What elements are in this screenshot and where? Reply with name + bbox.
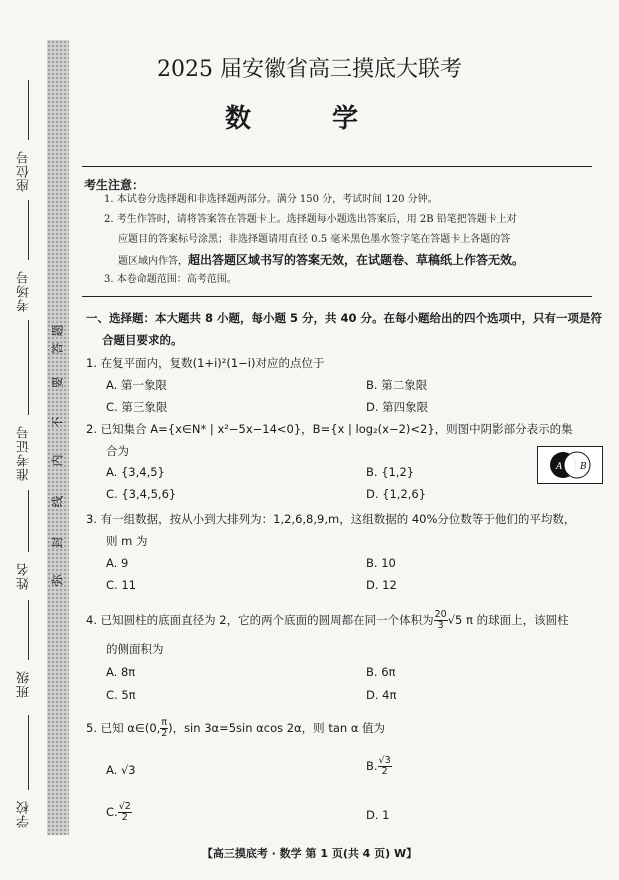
exam-room-line [28,200,29,260]
ticket-line [28,320,29,415]
seat-label: 座位号 [17,150,32,192]
q2-option-d: D. {1,2,6} [366,487,427,501]
notice-item-2b: 应题目的答案标号涂黑；非选择题请用直径 0.5 毫米黑色墨水签字笔在答题卡上各题的答 [118,234,511,245]
q5-frac-num: π [161,717,168,728]
venn-label-a: A [556,462,563,472]
section1-line2: 合题目要求的。 [102,333,183,347]
q5-fraction [160,718,168,739]
q5-option-d: D. 1 [366,808,390,822]
q2-stem-line2: 合为 [106,444,129,458]
q1-option-c: C. 第三象限 [106,400,168,414]
q4-option-a: A. 8π [106,665,136,679]
seal-char: 封 [50,536,65,549]
q5-frac-den: 2 [161,728,168,739]
exam-room-label: 考场号 [17,270,32,312]
q2-option-b: B. {1,2} [366,465,415,479]
header-rule [82,166,592,167]
q5-option-a: A. √3 [106,763,136,777]
seal-char: 内 [50,454,65,467]
q2-option-c: C. {3,4,5,6} [106,487,177,501]
q1-stem: 1. 在复平面内，复数(1+i)²(1−i)对应的点位于 [86,356,325,370]
q4-frac-num: 20 [434,609,447,620]
q5-option-c-den: 2 [121,812,128,823]
venn-label-b: B [580,462,587,472]
q4-option-d: D. 4π [366,688,397,702]
q1-option-b: B. 第二象限 [366,378,428,392]
q3-option-b: B. 10 [366,556,396,570]
q5-stem-part2: )，sin 3α=5sin αcos 2α，则 tan α 值为 [168,721,386,735]
q4-option-b: B. 6π [366,665,396,679]
q5-option-b-num: √3 [378,755,391,766]
q3-option-c: C. 11 [106,578,136,592]
seal-char: 不 [50,416,65,429]
page-footer: 【高三摸底考 · 数学 第 1 页(共 4 页) W】 [201,847,418,860]
q2-stem-line1: 2. 已知集合 A={x∈N* | x²−5x−14<0}，B={x | log₂(x−2)<2}，则图中阴影部分表示的集 [86,422,573,436]
school-line [28,715,29,790]
section1-line1: 一、选择题：本大题共 8 小题，每小题 5 分，共 40 分。在每小题给出的四个选项中，只有一项是符 [86,311,603,325]
q5-option-b [366,756,392,777]
ticket-label: 准考证号 [17,425,32,481]
q5-option-c [106,802,132,823]
class-line [28,600,29,660]
venn-diagram [537,446,603,484]
q4-fraction [434,610,448,631]
q4-stem-part2: √5 π 的球面上，该圆柱 [447,613,569,627]
exam-title: 2025 届安徽省高三摸底大联考 [157,57,462,82]
name-line [28,490,29,552]
q5-option-c-num: √2 [118,801,131,812]
q3-option-a: A. 9 [106,556,129,570]
q5-option-c-frac [118,802,132,823]
notice-item-3: 3. 本卷命题范围：高考范围。 [104,274,237,285]
q1-option-a: A. 第一象限 [106,378,167,392]
q3-stem-line2: 则 m 为 [106,534,148,548]
seal-char: 答 [50,342,65,355]
q5-stem-part1: 5. 已知 α∈(0, [86,721,161,735]
q4-stem-part1: 4. 已知圆柱的底面直径为 2，它的两个底面的圆周都在同一个体积为 [86,613,434,627]
school-label: 学校 [17,800,32,828]
notice-rule [82,296,592,297]
class-label: 班级 [17,670,32,698]
seal-char: 要 [50,376,65,389]
q5-stem [86,718,606,739]
q4-stem-line2: 的侧面积为 [106,642,164,656]
q3-option-d: D. 12 [366,578,397,592]
q5-option-b-den: 2 [381,766,388,777]
q5-option-c-letter: C. [106,805,118,819]
q1-option-d: D. 第四象限 [366,400,429,414]
notice-item-2c [118,250,594,272]
name-label: 姓名 [17,562,32,590]
q5-option-b-letter: B. [366,759,378,773]
subject-title: 数 学 [224,104,395,134]
venn-svg [538,447,602,483]
q3-stem-line1: 3. 有一组数据，按从小到大排列为：1,2,6,8,9,m，这组数据的 40%分位数等于他们的平均数， [86,512,576,526]
binding-strip [47,40,69,835]
q2-option-a: A. {3,4,5} [106,465,165,479]
notice-heading: 考生注意： [84,178,145,192]
notice-item-2c-plain: 题区域内作答， [118,256,188,267]
q4-frac-den: 3 [437,620,444,631]
notice-item-2c-bold: 超出答题区域书写的答案无效，在试题卷、草稿纸上作答无效。 [188,253,525,267]
notice-item-1: 1. 本试卷分选择题和非选择题两部分。满分 150 分，考试时间 120 分钟。 [104,194,438,205]
notice-item-2a: 2. 考生作答时，请将答案答在答题卡上。选择题每小题选出答案后，用 2B 铅笔把答题卡上对 [104,214,517,225]
seal-char: 弥 [50,574,65,587]
seal-char: 题 [50,324,65,337]
q4-option-c: C. 5π [106,688,136,702]
q4-stem-line1 [86,610,606,631]
q5-option-b-frac [378,756,392,777]
seal-char: 线 [50,495,65,508]
